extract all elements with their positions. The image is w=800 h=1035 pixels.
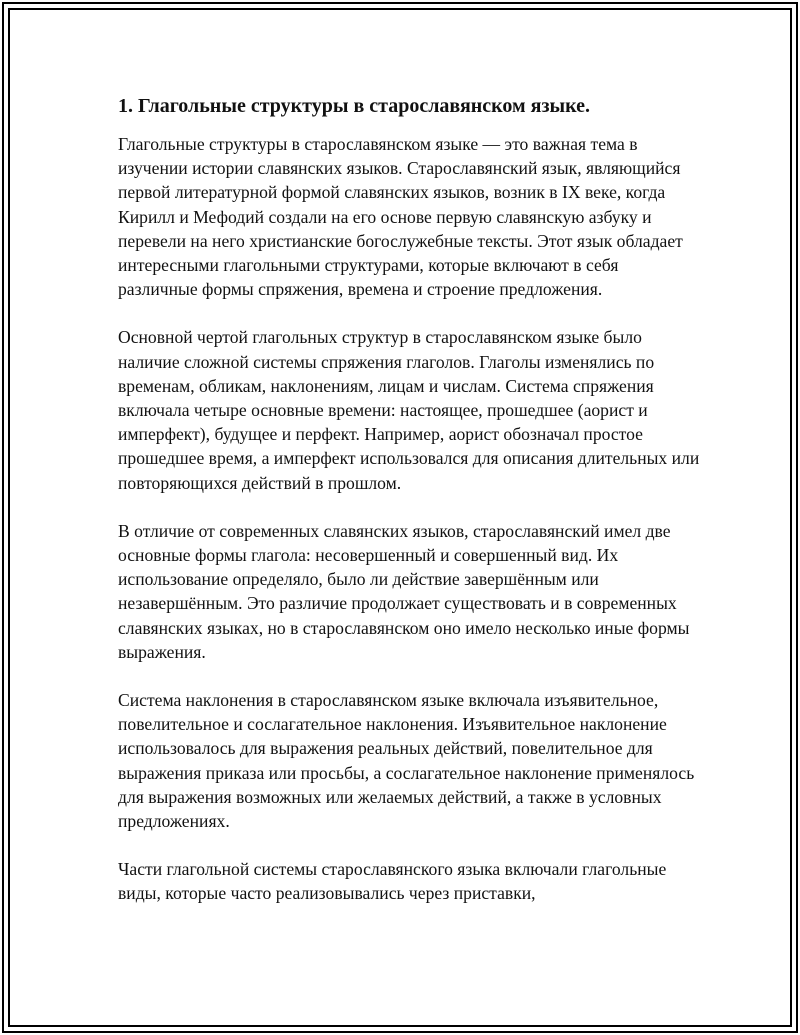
paragraph-5: Части глагольной системы старославянского языка включали глагольные виды, которые часто реализовывались через приставки,: [118, 859, 667, 904]
section-heading: 1. Глагольные структуры в старославянском языке.: [118, 95, 591, 117]
paragraph-4: Система наклонения в старославянском языке включала изъявительное, повелительное и сослагательное наклонения. Изъявительное наклонение использовалось для выражения реальных действий, повелительное для выражения приказа или просьбы, а сослагательное наклонение применялось для выражения возможных или желаемых действий, а также в условных предложениях.: [118, 690, 695, 832]
paragraph-2: Основной чертой глагольных структур в старославянском языке было наличие сложной системы спряжения глаголов. Глаголы изменялись по временам, обликам, наклонениям, лицам и числам. Система спряжения включала четыре основные времени: настоящее, прошедшее (аорист и имперфект), будущее и перфект. Например, аорист обозначал простое прошедшее время, а имперфект использовался для описания длительных или повторяющихся действий в прошлом.: [118, 327, 700, 493]
document-body: [118, 92, 700, 930]
paragraph-1: Глагольные структуры в старославянском языке — это важная тема в изучении истории славянских языков. Старославянский язык, являющийся первой литературной формой славянских языков, возник в IX веке, когда Кирилл и Мефодий создали на его основе первую славянскую азбуку и перевели на него христианские богослужебные тексты. Этот язык обладает интересными глагольными структурами, которые включают в себя различные формы спряжения, времена и строение предложения.: [118, 134, 683, 300]
paragraph-3: В отличие от современных славянских языков, старославянский имел две основные формы глагола: несовершенный и совершенный вид. Их использование определяло, было ли действие завершённым или незавершённым. Это различие продолжает существовать и в современных славянских языках, но в старославянском оно имело несколько иные формы выражения.: [118, 520, 690, 662]
